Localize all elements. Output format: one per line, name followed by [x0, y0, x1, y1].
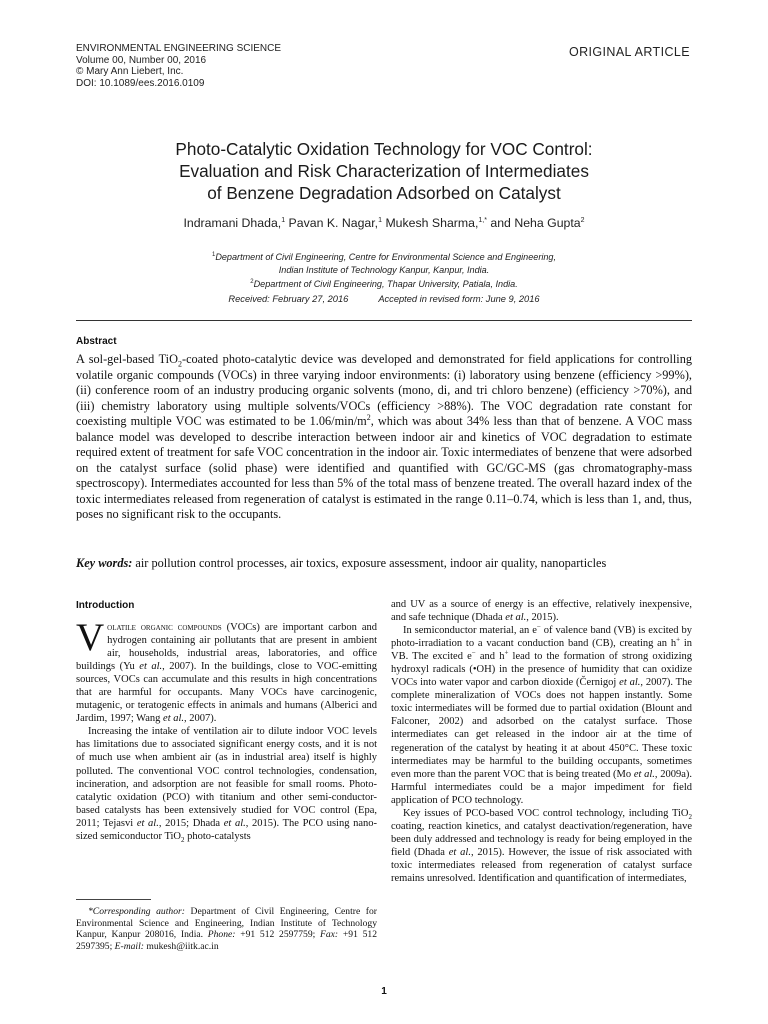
- journal-copyright: © Mary Ann Liebert, Inc.: [76, 66, 184, 77]
- journal-info: [76, 43, 281, 89]
- title-line-2: Evaluation and Risk Characterization of Intermediates: [179, 161, 589, 181]
- affiliation-line: Indian Institute of Technology Kanpur, Kanpur, India.: [278, 264, 490, 275]
- footnote-divider: [76, 899, 151, 900]
- title-line-3: of Benzene Degradation Adsorbed on Catalyst: [207, 183, 561, 203]
- phone-label: Phone:: [207, 929, 236, 940]
- superscript: −: [536, 622, 541, 631]
- fax-number: +91 512 2597395;: [76, 929, 377, 952]
- paragraph: [76, 616, 377, 725]
- text: , 2015).: [526, 612, 559, 624]
- text: and UV as a source of energy is an effective, relatively inexpensive, and safe technique (Dhada: [391, 599, 692, 624]
- phone-number: +91 512 2597759;: [235, 929, 321, 940]
- text: In semiconductor material, an e: [403, 625, 537, 637]
- text: and h: [475, 651, 505, 663]
- affiliation-mark: 1: [211, 252, 216, 258]
- body-column-right: [391, 598, 692, 885]
- text: in VB. The excited e: [391, 638, 692, 663]
- footnote-label: *Corresponding author:: [88, 906, 185, 917]
- text: of valence band (VB) is excited by photo-irradiation to a vacant conduction band (CB), creating an h: [391, 625, 692, 650]
- et-al: et al.: [139, 661, 163, 673]
- body-column-left: [76, 616, 378, 844]
- header-divider: [76, 320, 692, 321]
- author-affiliation-mark: 2: [580, 216, 585, 224]
- article-dates: [76, 294, 692, 304]
- keywords-label: Key words:: [76, 556, 133, 570]
- author-name: Neha Gupta: [514, 216, 581, 230]
- et-al: et al.: [633, 768, 655, 780]
- text: , 2015; Dhada: [158, 817, 224, 829]
- email-label: E-mail:: [114, 940, 144, 952]
- paragraph: [391, 807, 692, 885]
- text: (VOCs) are important carbon and hydrogen containing air pollutants that are present in ambient air, households, industrial areas, laboratories, and office buildings (Yu: [76, 622, 377, 673]
- text: , 2007).: [184, 713, 217, 725]
- accepted-date: Accepted in revised form: June 9, 2016: [378, 294, 540, 304]
- et-al: et al.: [136, 817, 159, 829]
- article-title: [76, 138, 692, 204]
- small-caps-text: olatile organic compounds: [107, 622, 222, 633]
- abstract-text-part: -coated photo-catalytic device was developed and demonstrated for field applications for controlling volatile organic compounds (VOCs) in three varying indoor environments: (i) laboratory using benzene (efficiency >99%), (ii) conference room of an industry producing organic solvents (mono, di, and tri chloro benzene) (efficiency >70%), and (iii) chemistry laboratory using multiple solvents/VOCs (efficiency >88%). The VOC degradation rate constant for coexisting multiple VOC was estimated to be 1.06/min/m: [76, 352, 692, 429]
- text: Increasing the intake of ventilation air to dilute indoor VOC levels has limitations due to associated significant energy costs, and it is not of much use when ambient air (as in industrial area) itself is highly polluted. The conventional VOC control technologies, condensation, incineration, and adsorption are not feasible for small rooms. Photo-catalytic oxidation (PCO) with titanium and other semi-conductor-based catalysts has been extensively studied for VOC control (Epa, 2011; Tejasvi: [76, 726, 377, 829]
- journal-doi: DOI: 10.1089/ees.2016.0109: [76, 77, 205, 89]
- subscript: 2: [688, 812, 692, 821]
- et-al: et al.: [163, 713, 185, 725]
- subscript: 2: [177, 359, 182, 369]
- et-al: et al.: [448, 846, 471, 858]
- author-conjunction: and: [490, 216, 511, 230]
- page-number: 1: [381, 986, 387, 997]
- author-name: Mukesh Sharma,: [385, 216, 479, 230]
- received-date: Received: February 27, 2016: [228, 294, 349, 304]
- abstract-text-part: A sol-gel-based TiO: [76, 352, 178, 366]
- subscript: 2: [181, 835, 185, 844]
- text: , 2009a). Harmful intermediates could be a major impediment for field application of PCO technology.: [391, 768, 692, 806]
- article-type-label: ORIGINAL ARTICLE: [568, 45, 690, 59]
- author-affiliation-mark: 1,*: [478, 216, 487, 224]
- superscript: +: [504, 648, 509, 657]
- author-name: Indramani Dhada,: [183, 216, 282, 230]
- author-affiliation-mark: 1: [281, 216, 286, 224]
- abstract-text: [76, 352, 692, 523]
- journal-volume: Volume 00, Number 00, 2016: [76, 54, 207, 66]
- text: lead to the formation of strong oxidizing hydroxyl radicals (•OH) in the presence of humidity that can oxidize VOCs into water vapor and carbon dioxide (Černigoj: [391, 651, 693, 689]
- paragraph: [76, 725, 377, 842]
- text: , 2007). The complete mineralization of VOCs does not happen instantly. Some toxic intermediates will be formed due to partial oxidation (Blount and Falconer, 2002) and adsorbed on the catalyst surface. Those intermediates can get released in the indoor air at the time of regeneration of the catalyst by heating it at about 450°C. These toxic intermediates may be harmful to the building occupants, sometimes even more than the parent VOC that is being treated (Mo: [391, 677, 692, 780]
- text: coating, reaction kinetics, and catalyst deactivation/regeneration, have been duly addressed and technology is ready for being employed in the field (Dhada: [391, 820, 692, 858]
- journal-name: ENVIRONMENTAL ENGINEERING SCIENCE: [76, 43, 282, 54]
- et-al: et al.: [619, 677, 641, 689]
- affiliation-line: Department of Civil Engineering, Thapar University, Patiala, India.: [253, 279, 518, 290]
- et-al: et al.: [223, 817, 246, 829]
- text: Key issues of PCO-based VOC control technology, including TiO: [403, 807, 689, 819]
- author-name: Pavan K. Nagar,: [288, 216, 379, 230]
- keywords: [76, 556, 692, 571]
- author-list: [76, 216, 692, 230]
- abstract-heading: Abstract: [76, 336, 117, 347]
- text: photo-catalysts: [184, 830, 251, 842]
- affiliations: [76, 249, 692, 291]
- superscript: −: [471, 648, 476, 657]
- paragraph: [391, 624, 692, 807]
- footnote-text: Department of Civil Engineering, Centre for Environmental Science and Engineering, Indian Institute of Technology Kanpur, Kanpur 208016, India.: [76, 906, 377, 940]
- drop-cap: V: [76, 616, 105, 659]
- text: , 2015). However, the issue of risk associated with toxic intermediates released from regeneration of catalyst surface remains unresolved. Identification and quantification of intermediates,: [391, 846, 692, 884]
- abstract-text-part: , which was about 34% less than that of benzene. A VOC mass balance model was developed to describe interaction between indoor air and kinetics of VOC degradation to estimate required extent of treatment for safe VOC concentration in the indoor air. Toxic intermediates of benzene that were adsorbed on the catalyst surface (solid phase) were identified and quantified with GC/GC-MS (gas chromatography-mass spectroscopy). Intermediates accounted for less than 5% of the total mass of benzene treated. The overall hazard index of the toxic intermediates released from regeneration of catalyst is estimated in the range 0.11–0.74, which is less than 1, and, thus, poses no significant risk to the occupants.: [76, 414, 692, 522]
- author-affiliation-mark: 1: [378, 216, 383, 224]
- text: , 2015). The PCO using nano-sized semiconductor TiO: [76, 817, 378, 842]
- fax-label: Fax:: [320, 929, 339, 940]
- keywords-text: air pollution control processes, air toxics, exposure assessment, indoor air quality, nanoparticles: [132, 556, 607, 570]
- corresponding-author-footnote: [76, 906, 377, 952]
- superscript: 2: [366, 413, 371, 423]
- affiliation-mark: 2: [250, 279, 254, 286]
- et-al: et al.: [505, 612, 527, 624]
- text: , 2007). In the buildings, close to VOC-emitting sources, VOCs can accumulate and this results in high concentrations that are harmful for occupants. Many VOCs have carcinogenic, mutagenic, or teratogenic effects in animals and humans (Alberici and Jardim, 1997; Wang: [76, 661, 377, 725]
- paragraph: [391, 598, 692, 624]
- affiliation-line: Department of Civil Engineering, Centre for Environmental Science and Engineering,: [215, 252, 557, 263]
- introduction-heading: Introduction: [76, 600, 135, 611]
- title-line-1: Photo-Catalytic Oxidation Technology for VOC Control:: [175, 139, 593, 159]
- email-address[interactable]: mukesh@iitk.ac.in: [143, 940, 219, 952]
- superscript: +: [676, 635, 681, 644]
